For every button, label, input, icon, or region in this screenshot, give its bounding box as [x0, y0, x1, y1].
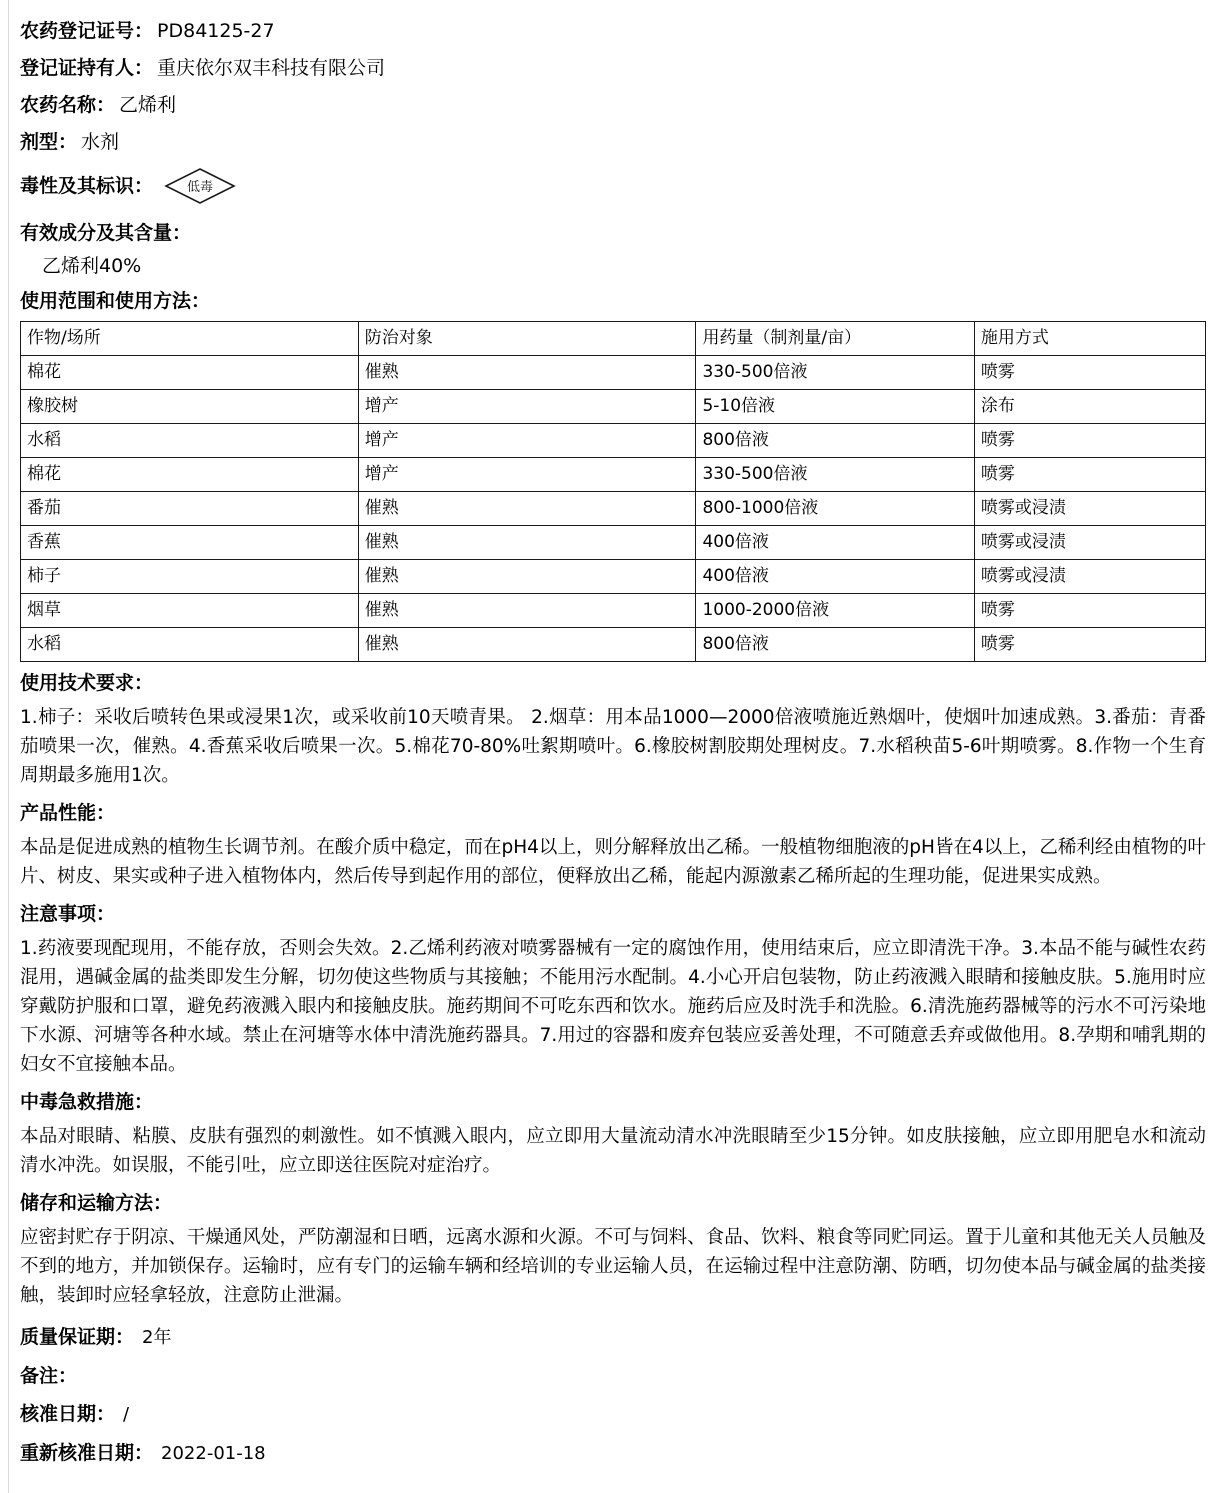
cell-target: 增产	[358, 424, 696, 458]
cell-method: 喷雾	[974, 628, 1205, 662]
pesticide-name-value: 乙烯利	[119, 94, 177, 116]
cell-target: 催熟	[358, 356, 696, 390]
formulation-label: 剂型：	[20, 131, 78, 153]
table-row	[21, 628, 1206, 662]
usage-scope-label: 使用范围和使用方法：	[20, 290, 211, 312]
cell-method: 喷雾或浸渍	[974, 560, 1205, 594]
cell-crop: 水稻	[21, 628, 359, 662]
section-body-storage-transport: 应密封贮存于阴凉、干燥通风处，严防潮湿和日晒，远离水源和火源。不可与饲料、食品、饮料、粮食等同贮同运。置于儿童和其他无关人员触及不到的地方，并加锁保存。运输时，应有专门的运输车辆和经培训的专业运输人员，在运输过程中注意防潮、防晒，切勿使本品与碱金属的盐类接触，装卸时应轻拿轻放，注意防止泄漏。	[20, 1227, 1206, 1306]
section-title-technical-requirements: 使用技术要求：	[20, 672, 154, 694]
field-reapproval-date	[20, 1440, 1206, 1467]
cell-target: 催熟	[358, 560, 696, 594]
cell-method: 涂布	[974, 390, 1205, 424]
cell-target: 催熟	[358, 594, 696, 628]
formulation-value: 水剂	[81, 131, 120, 153]
section-title-product-performance: 产品性能：	[20, 802, 116, 824]
cell-dosage: 400倍液	[696, 526, 974, 560]
section-body-first-aid: 本品对眼睛、粘膜、皮肤有强烈的刺激性。如不慎溅入眼内，应立即用大量流动清水冲洗眼睛至少15分钟。如皮肤接触，应立即用肥皂水和流动清水冲洗。如误服，不能引吐，应立即送往医院对症治疗。	[20, 1126, 1206, 1176]
field-pesticide-name	[20, 92, 1206, 118]
column-header-crop: 作物/场所	[21, 322, 359, 356]
usage-table	[20, 321, 1206, 662]
section-body-product-performance: 本品是促进成熟的植物生长调节剂。在酸介质中稳定，而在pH4以上，则分解释放出乙稀。一般植物细胞液的pH皆在4以上，乙稀利经由植物的叶片、树皮、果实或种子进入植物体内，然后传导到起作用的部位，便释放出乙稀，能起内源激素乙稀所起的生理功能，促进果实成熟。	[20, 837, 1206, 887]
field-remark	[20, 1363, 1206, 1389]
section-title-first-aid: 中毒急救措施：	[20, 1091, 154, 1113]
table-row	[21, 560, 1206, 594]
table-row	[21, 492, 1206, 526]
license-holder-label: 登记证持有人：	[20, 57, 154, 79]
warranty-period-label: 质量保证期：	[20, 1326, 135, 1348]
cell-dosage: 5-10倍液	[696, 390, 974, 424]
field-toxicity	[20, 166, 1206, 206]
column-header-method: 施用方式	[974, 322, 1205, 356]
cell-method: 喷雾	[974, 594, 1205, 628]
cell-crop: 烟草	[21, 594, 359, 628]
cell-dosage: 400倍液	[696, 560, 974, 594]
cell-target: 催熟	[358, 628, 696, 662]
cell-target: 催熟	[358, 526, 696, 560]
pesticide-name-label: 农药名称：	[20, 94, 116, 116]
reapproval-date-value: 2022-01-18	[161, 1443, 266, 1464]
table-row	[21, 458, 1206, 492]
cell-dosage: 330-500倍液	[696, 356, 974, 390]
table-row	[21, 424, 1206, 458]
cell-crop: 棉花	[21, 458, 359, 492]
cell-crop: 柿子	[21, 560, 359, 594]
cell-method: 喷雾	[974, 356, 1205, 390]
section-body-technical-requirements: 1.柿子：采收后喷转色果或浸果1次，或采收前10天喷青果。 2.烟草：用本品1000—2000倍液喷施近熟烟叶，使烟叶加速成熟。3.番茄：青番茄喷果一次，催熟。4.香蕉采收后喷果一次。5.棉花70-80%吐絮期喷叶。6.橡胶树割胶期处理树皮。7.水稻秧苗5-6叶期喷雾。8.作物一个生育周期最多施用1次。	[20, 707, 1206, 786]
cell-target: 催熟	[358, 492, 696, 526]
section-title-storage-transport: 储存和运输方法：	[20, 1192, 173, 1214]
low-toxicity-diamond-icon	[163, 166, 237, 206]
cell-method: 喷雾	[974, 458, 1205, 492]
cell-crop: 棉花	[21, 356, 359, 390]
registration-number-label: 农药登记证号：	[20, 20, 154, 42]
section-title-precautions: 注意事项：	[20, 903, 116, 925]
remark-label: 备注：	[20, 1365, 78, 1387]
cell-crop: 水稻	[21, 424, 359, 458]
active-ingredient-value: 乙烯利40%	[42, 255, 142, 277]
table-row	[21, 356, 1206, 390]
warranty-period-value: 2年	[142, 1327, 172, 1348]
active-ingredient-label: 有效成分及其含量：	[20, 222, 192, 244]
cell-method: 喷雾	[974, 424, 1205, 458]
cell-dosage: 330-500倍液	[696, 458, 974, 492]
cell-target: 增产	[358, 458, 696, 492]
cell-dosage: 800-1000倍液	[696, 492, 974, 526]
registration-number-value: PD84125-27	[157, 20, 275, 42]
field-warranty-period	[20, 1324, 1206, 1351]
table-row	[21, 594, 1206, 628]
cell-dosage: 800倍液	[696, 424, 974, 458]
table-header-row	[21, 322, 1206, 356]
cell-crop: 橡胶树	[21, 390, 359, 424]
field-approval-date	[20, 1401, 1206, 1428]
section-body-precautions: 1.药液要现配现用，不能存放，否则会失效。2.乙烯利药液对喷雾器械有一定的腐蚀作用，使用结束后，应立即清洗干净。3.本品不能与碱性农药混用，遇碱金属的盐类即发生分解，切勿使这些物质与其接触；不能用污水配制。4.小心开启包装物，防止药液溅入眼睛和接触皮肤。5.施用时应穿戴防护服和口罩，避免药液溅入眼内和接触皮肤。施药期间不可吃东西和饮水。施药后应及时洗手和洗脸。6.清洗施药器械等的污水不可污染地下水源、河塘等各种水域。禁止在河塘等水体中清洗施药器具。7.用过的容器和废弃包装应妥善处理，不可随意丢弃或做他用。8.孕期和哺乳期的妇女不宜接触本品。	[20, 938, 1206, 1075]
reapproval-date-label: 重新核准日期：	[20, 1442, 154, 1464]
approval-date-label: 核准日期：	[20, 1403, 116, 1425]
field-license-holder	[20, 55, 1206, 81]
field-registration-number	[20, 18, 1206, 44]
cell-crop: 番茄	[21, 492, 359, 526]
low-toxicity-text: 低毒	[187, 180, 214, 195]
column-header-target: 防治对象	[358, 322, 696, 356]
license-holder-value: 重庆依尔双丰科技有限公司	[157, 57, 386, 79]
cell-dosage: 800倍液	[696, 628, 974, 662]
cell-crop: 香蕉	[21, 526, 359, 560]
cell-method: 喷雾或浸渍	[974, 492, 1205, 526]
table-row	[21, 526, 1206, 560]
toxicity-label: 毒性及其标识：	[20, 175, 154, 197]
cell-dosage: 1000-2000倍液	[696, 594, 974, 628]
cell-method: 喷雾或浸渍	[974, 526, 1205, 560]
field-formulation	[20, 129, 1206, 155]
approval-date-value: /	[123, 1404, 130, 1425]
column-header-dosage: 用药量（制剂量/亩）	[696, 322, 974, 356]
table-row	[21, 390, 1206, 424]
cell-target: 增产	[358, 390, 696, 424]
